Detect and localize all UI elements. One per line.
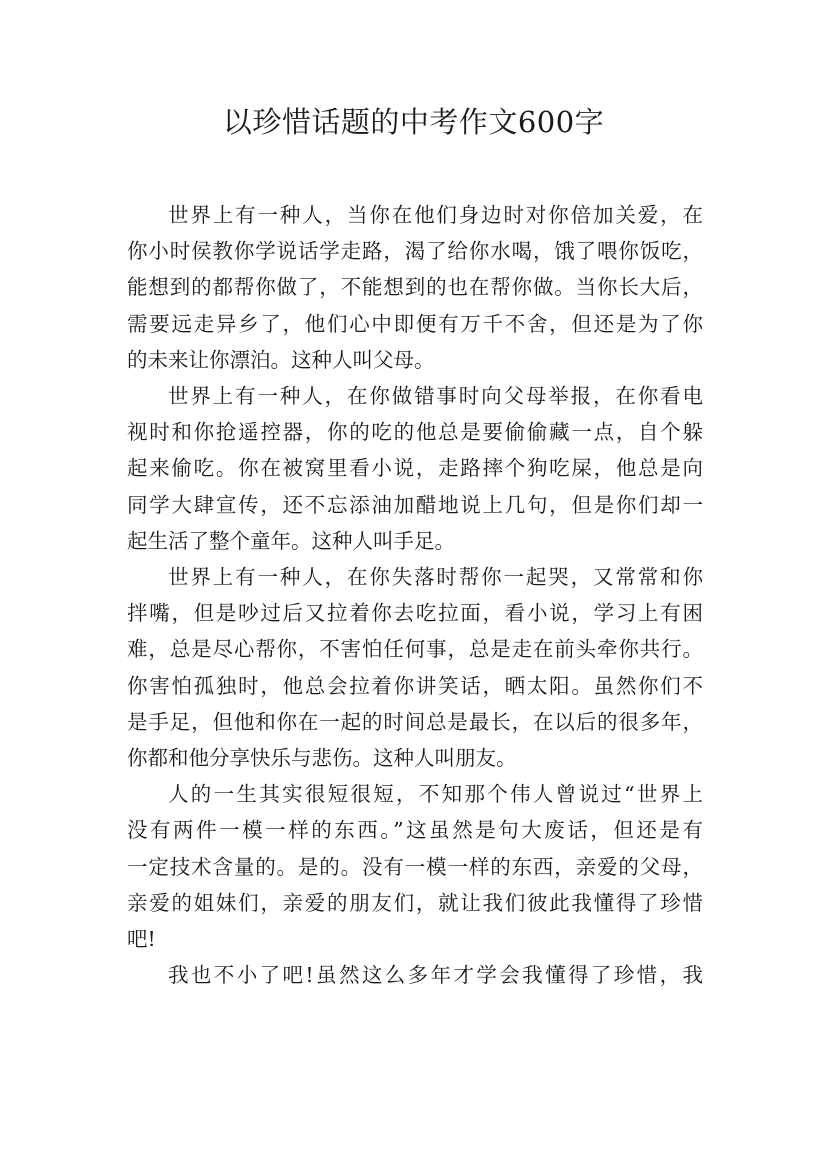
text-line: 你害怕孤独时，他总会拉着你讲笑话，晒太阳。虽然你们不	[127, 673, 703, 698]
text-line: 人的一生其实很短很短，不知那个伟人曾说过“世界上	[168, 782, 703, 807]
text-line: 起生活了整个童年。这种人叫手足。	[127, 528, 455, 553]
text-line: 你都和他分享快乐与悲伤。这种人叫朋友。	[127, 746, 517, 771]
text-line: 同学大肆宣传，还不忘添油加醋地说上几句，但是你们却一	[127, 492, 703, 517]
text-line: 吧!	[127, 927, 156, 952]
text-line: 拌嘴，但是吵过后又拉着你去吃拉面，看小说，学习上有困	[127, 601, 703, 626]
text-line: 世界上有一种人，在你失落时帮你一起哭，又常常和你	[168, 565, 703, 590]
text-line: 世界上有一种人，在你做错事时向父母举报，在你看电	[168, 384, 703, 409]
document-title: 以珍惜话题的中考作文600字	[222, 105, 605, 139]
text-line: 亲爱的姐妹们，亲爱的朋友们，就让我们彼此我懂得了珍惜	[127, 890, 703, 915]
text-line: 一定技术含量的。是的。没有一模一样的东西，亲爱的父母，	[127, 854, 703, 879]
text-line: 没有两件一模一样的东西。”这虽然是句大废话，但还是有	[127, 818, 703, 843]
text-line: 难，总是尽心帮你，不害怕任何事，总是走在前头牵你共行。	[127, 637, 703, 662]
text-line: 我也不小了吧!虽然这么多年才学会我懂得了珍惜，我	[168, 963, 703, 988]
text-line: 世界上有一种人，当你在他们身边时对你倍加关爱，在	[168, 203, 703, 227]
paragraph	[127, 197, 703, 378]
text-line: 起来偷吃。你在被窝里看小说，走路摔个狗吃屎，他总是向	[127, 456, 703, 481]
text-line: 视时和你抢遥控器，你的吃的他总是要偷偷藏一点，自个躲	[127, 420, 703, 445]
paragraph	[127, 776, 703, 957]
paragraph	[127, 559, 703, 776]
paragraph	[127, 957, 703, 993]
text-line: 能想到的都帮你做了，不能想到的也在帮你做。当你长大后，	[127, 275, 703, 300]
text-line: 你小时侯教你学说话学走路，渴了给你水喝，饿了喂你饭吃，	[127, 239, 703, 264]
text-line: 的未来让你漂泊。这种人叫父母。	[127, 347, 435, 372]
document-body	[127, 197, 703, 993]
text-line: 需要远走异乡了，他们心中即便有万千不舍，但还是为了你	[127, 311, 703, 336]
paragraph	[127, 378, 703, 559]
text-line: 是手足，但他和你在一起的时间总是最长，在以后的很多年，	[127, 709, 703, 734]
